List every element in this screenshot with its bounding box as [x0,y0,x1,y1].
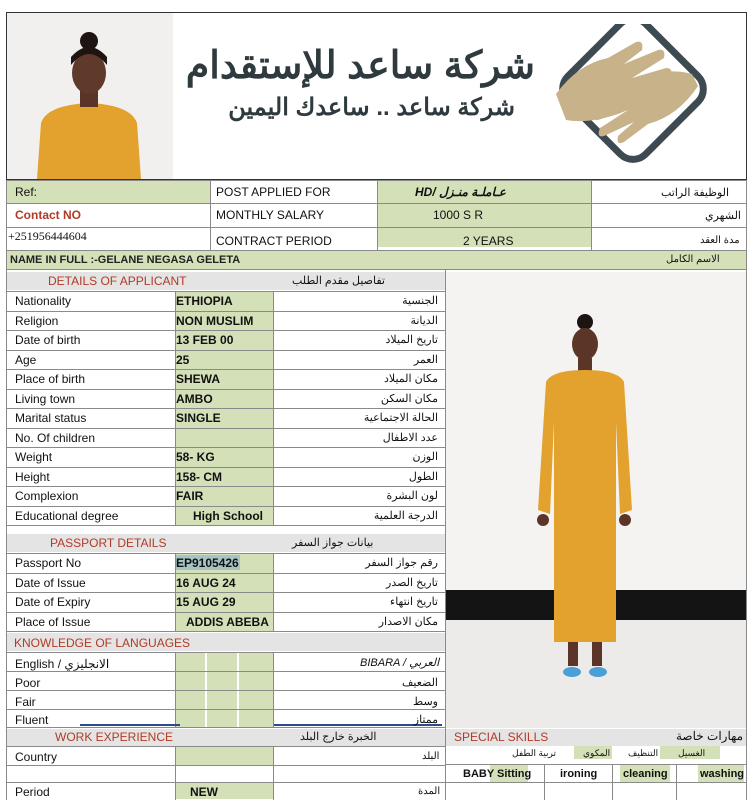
row-divider [7,311,445,312]
passport-field-value: 15 AUG 29 [176,595,236,609]
english-label: English / الانجليزي [15,657,110,671]
row-divider [7,389,445,390]
passport-field-value: 16 AUG 24 [176,576,236,590]
applicant-field-ar: مكان الميلاد [383,373,438,385]
language-level-label: Poor [15,676,41,690]
passport-field-label: Place of Issue [15,615,91,629]
applicant-field-ar: تاريخ الميلاد [385,334,438,346]
skill-ar-label: تربية الطفل [512,748,557,758]
passport-field-label: Date of Issue [15,576,86,590]
applicant-field-ar: الدرجة العلمية [373,510,438,522]
work-title: WORK EXPERIENCE [55,730,174,744]
row-divider [7,631,445,632]
applicant-title: DETAILS OF APPLICANT [48,274,187,288]
applicant-value-cell [175,428,273,448]
row-divider [7,612,445,613]
salary-value: 1000 S R [433,208,484,222]
applicant-field-value: SHEWA [176,372,221,386]
skill-item: washing [700,768,745,780]
col-divider [273,291,274,525]
applicant-field-label: No. Of children [15,431,96,445]
language-level-ar: ممتاز [413,714,438,726]
applicant-field-value: ETHIOPIA [176,294,233,308]
skills-title: SPECIAL SKILLS [454,730,549,744]
language-level-label: Fluent [15,713,49,727]
row-divider [7,486,445,487]
skills-title-ar: مهارات خاصة [676,729,744,743]
passport-field-ar: تاريخ الصدر [386,577,438,589]
passport-field-label: Date of Expiry [15,595,91,609]
period-value: NEW [190,785,218,799]
passport-field-value: EP9105426 [176,556,239,570]
applicant-value-cell [175,350,273,370]
applicant-field-value: FAIR [176,489,204,503]
applicant-field-ar: الديانة [410,315,438,327]
skill-item: ironing [560,768,598,780]
row-divider [7,350,445,351]
country-label: Country [15,750,58,764]
applicant-field-label: Marital status [15,411,87,425]
col-divider [175,553,176,631]
applicant-field-label: Weight [15,450,53,464]
applicant-field-ar: الحالة الاجتماعية [363,412,438,424]
col-divider [175,291,176,525]
post-value: HD/ عـاملـة منـزل [415,185,506,199]
row-divider [7,330,445,331]
applicant-title-ar: تفاصيل مقدم الطلب [292,275,385,287]
applicant-field-value: AMBO [176,392,213,406]
passport-title: PASSPORT DETAILS [50,536,167,550]
applicant-field-ar: مكان السكن [380,393,438,405]
applicant-field-ar: الطول [408,471,438,483]
company-subtitle: شركة ساعد .. ساعدك اليمين [228,94,515,121]
ref-label: Ref: [15,185,38,199]
row-divider [7,369,445,370]
contract-ar: مدة العقد [700,235,740,246]
full-name: NAME IN FULL :-GELANE NEGASA GELETA [10,254,241,266]
applicant-field-value: NON MUSLIM [176,314,254,328]
skill-ar-label: المكوي [583,748,611,758]
passport-title-ar: بيانات جواز السفر [292,537,374,549]
applicant-field-label: Height [15,470,50,484]
work-title-ar: الخبرة خارج البلد [300,731,377,743]
row-divider [7,447,445,448]
applicant-field-label: Living town [15,392,76,406]
applicant-field-label: Age [15,353,37,367]
row-divider [7,428,445,429]
applicant-field-label: Date of birth [15,333,81,347]
applicant-field-ar: عدد الاطفال [382,432,438,444]
applicant-field-value: 25 [176,353,190,367]
contract-value: 2 YEARS [463,234,514,248]
row-divider [7,467,445,468]
skill-ar-label: الغسيل [678,748,706,758]
passport-field-ar: تاريخ انتهاء [390,596,438,608]
full-name-ar: الاسم الكامل [666,254,720,265]
salary-label: MONTHLY SALARY [216,208,325,222]
applicant-field-value: 158- CM [176,470,223,484]
skill-item: BABY Sitting [463,768,532,780]
company-logo [548,24,708,170]
arabic-label: BIBARA / العربي [360,657,440,669]
work-country-green [175,747,273,765]
applicant-field-label: Religion [15,314,59,328]
applicant-field-ar: الجنسية [402,295,438,307]
ref-row-bg [7,181,210,203]
applicant-field-value: SINGLE [176,411,221,425]
post-ar: الوظيفة الراتب [661,187,730,199]
contact-value: +251956444604 [8,229,87,243]
col-divider [273,553,274,631]
row-divider [7,506,445,507]
applicant-field-label: Educational degree [15,509,119,523]
skill-item: cleaning [623,768,668,780]
post-label: POST APPLIED FOR [216,185,331,199]
applicant-field-label: Place of birth [15,372,86,386]
row-divider [7,592,445,593]
period-label: Period [15,785,50,799]
row-divider [7,291,445,292]
contract-label: CONTRACT PERIOD [216,234,332,248]
passport-field-value: ADDIS ABEBA [186,615,269,629]
row-divider [7,573,445,574]
applicant-photo-small [7,13,173,179]
applicant-photo-full [446,272,747,728]
applicant-field-value: 58- KG [176,450,215,464]
applicant-field-label: Complexion [15,489,79,503]
row-divider [7,525,445,526]
applicant-field-ar: لون البشرة [386,490,438,502]
contact-label: Contact NO [15,208,81,222]
row-divider [7,553,445,554]
applicant-field-value: 13 FEB 00 [176,333,234,347]
applicant-field-label: Nationality [15,294,72,308]
language-level-ar: الضعيف [402,677,438,689]
passport-field-label: Passport No [15,556,82,570]
salary-ar: الشهري [705,210,741,222]
company-title: شركة ساعد للإستقدام [185,45,535,87]
language-level-label: Fair [15,695,36,709]
period-ar: المدة [418,786,441,797]
passport-field-ar: مكان الاصدار [378,616,438,628]
applicant-field-value: High School [193,509,263,523]
language-level-ar: وسط [413,696,438,708]
country-ar: البلد [422,751,440,762]
applicant-field-ar: الوزن [412,451,438,463]
skill-ar-label: التنظيف [628,748,659,758]
passport-field-ar: رقم جواز السفر [365,557,438,569]
languages-title: KNOWLEDGE OF LANGUAGES [14,636,191,650]
row-divider [7,408,445,409]
applicant-field-ar: العمر [413,354,438,366]
